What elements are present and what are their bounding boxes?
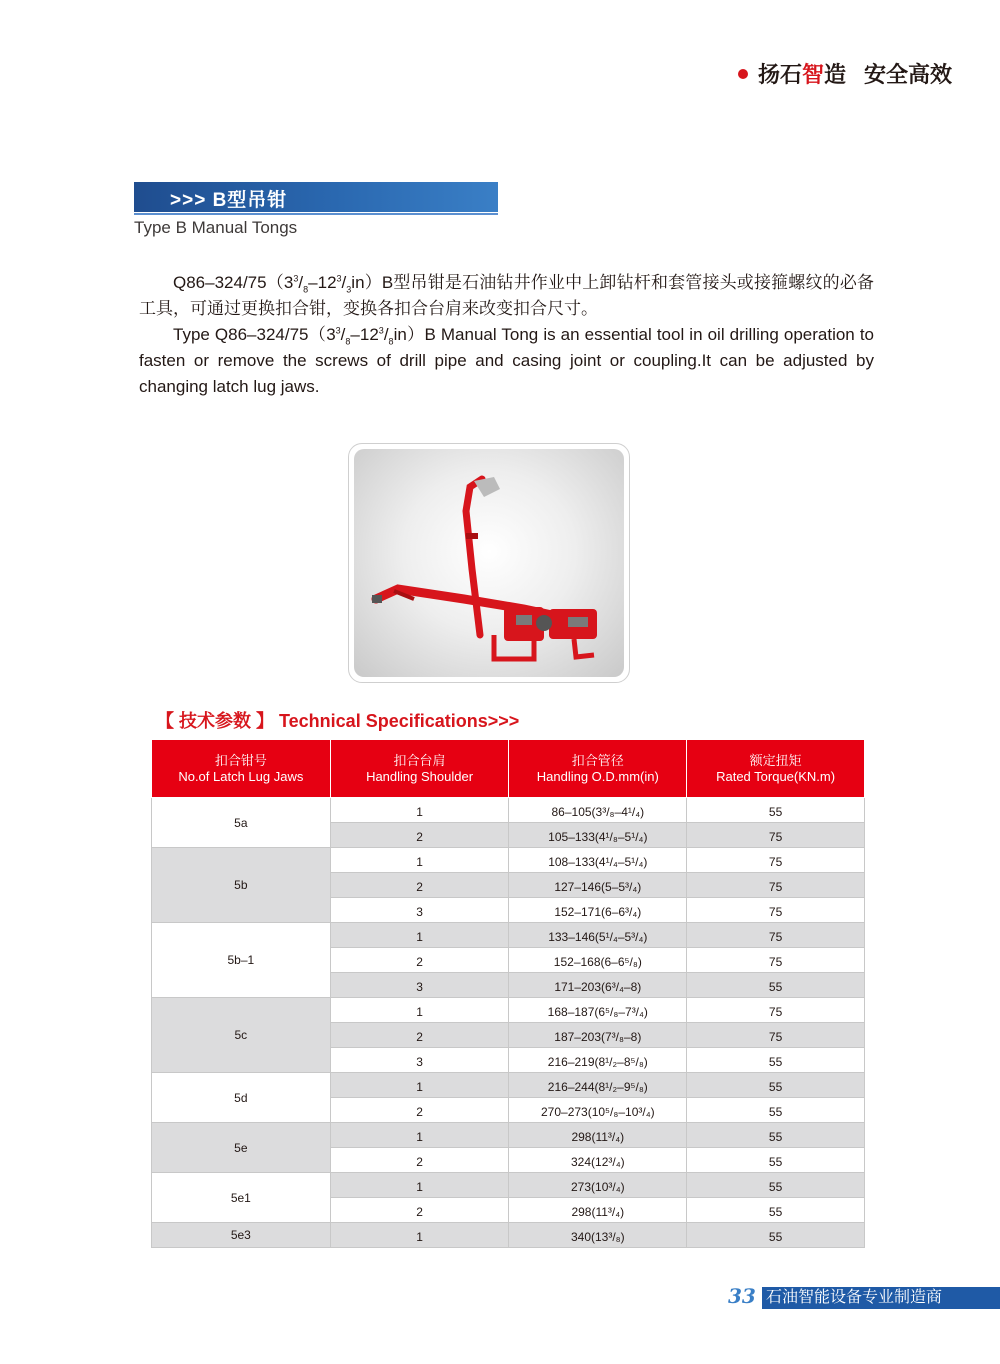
cell-shoulder: 1 bbox=[330, 848, 509, 873]
cell-torque: 75 bbox=[687, 998, 865, 1023]
cell-od: 340(13³/₈) bbox=[509, 1223, 687, 1248]
cell-od: 270–273(10⁵/₈–10³/₄) bbox=[509, 1098, 687, 1123]
cell-jaw-number: 5a bbox=[152, 798, 331, 848]
cell-shoulder: 1 bbox=[330, 1173, 509, 1198]
bullet-dot-icon bbox=[738, 69, 748, 79]
header-jaws: 扣合钳号 No.of Latch Lug Jaws bbox=[152, 740, 331, 798]
cell-shoulder: 2 bbox=[330, 1023, 509, 1048]
cell-torque: 55 bbox=[687, 1048, 865, 1073]
table-row bbox=[152, 848, 865, 873]
slogan-part2: 造 bbox=[823, 62, 846, 87]
cell-od: 168–187(6⁵/₈–7³/₄) bbox=[509, 998, 687, 1023]
cell-od: 127–146(5–5³/₄) bbox=[509, 873, 687, 898]
manual-tong-illustration bbox=[354, 449, 624, 677]
cell-od: 298(11³/₄) bbox=[509, 1198, 687, 1223]
cell-shoulder: 2 bbox=[330, 1098, 509, 1123]
header-slogan bbox=[738, 58, 952, 89]
product-photo bbox=[354, 449, 624, 677]
table-row bbox=[152, 923, 865, 948]
cell-od: 216–219(8¹/₂–8⁵/₈) bbox=[509, 1048, 687, 1073]
slogan-part3: 安全高效 bbox=[863, 62, 952, 87]
page-number: 33 bbox=[728, 1284, 756, 1308]
cell-od: 133–146(5¹/₄–5³/₄) bbox=[509, 923, 687, 948]
description-chinese: $Q86-324/75(3^3/_8-12^3/_3in)B$型吊钳是石油钻井作业中上卸钻杆和套管接头或接箍螺纹的必备工具，可通过更换扣合钳，变换各扣合台肩来改变扣合尺寸。 bbox=[139, 273, 874, 318]
cell-shoulder: 3 bbox=[330, 898, 509, 923]
cell-od: 105–133(4¹/₈–5¹/₄) bbox=[509, 823, 687, 848]
cell-shoulder: 2 bbox=[330, 1198, 509, 1223]
cell-torque: 55 bbox=[687, 1123, 865, 1148]
cell-shoulder: 1 bbox=[330, 1073, 509, 1098]
cell-torque: 75 bbox=[687, 898, 865, 923]
cell-shoulder: 3 bbox=[330, 1048, 509, 1073]
cell-torque: 55 bbox=[687, 1173, 865, 1198]
cell-torque: 75 bbox=[687, 948, 865, 973]
cell-torque: 55 bbox=[687, 1148, 865, 1173]
table-row bbox=[152, 1073, 865, 1098]
header-od: 扣合管径 Handling O.D.mm(in) bbox=[509, 740, 687, 798]
cell-od: 273(10³/₄) bbox=[509, 1173, 687, 1198]
table-row bbox=[152, 1123, 865, 1148]
section-title: >>> B型吊钳 bbox=[170, 190, 288, 211]
cell-jaw-number: 5b bbox=[152, 848, 331, 923]
cell-torque: 55 bbox=[687, 973, 865, 998]
cell-shoulder: 1 bbox=[330, 923, 509, 948]
cell-jaw-number: 5e1 bbox=[152, 1173, 331, 1223]
table-row bbox=[152, 1173, 865, 1198]
footer-tagline: 石油智能设备专业制造商 bbox=[762, 1287, 1000, 1309]
cell-torque: 75 bbox=[687, 1023, 865, 1048]
cell-torque: 55 bbox=[687, 1098, 865, 1123]
cell-od: 187–203(7³/₈–8) bbox=[509, 1023, 687, 1048]
header-torque: 额定扭矩 Rated Torque(KN.m) bbox=[687, 740, 865, 798]
spec-table bbox=[151, 739, 865, 1248]
cell-torque: 55 bbox=[687, 1223, 865, 1248]
slogan-red-char: 智 bbox=[801, 62, 824, 87]
cell-od: 216–244(8¹/₂–9⁵/₈) bbox=[509, 1073, 687, 1098]
cell-shoulder: 1 bbox=[330, 798, 509, 823]
cell-od: 152–171(6–6³/₄) bbox=[509, 898, 687, 923]
cell-shoulder: 2 bbox=[330, 823, 509, 848]
header-shoulder: 扣合台肩 Handling Shoulder bbox=[330, 740, 509, 798]
cell-torque: 55 bbox=[687, 1073, 865, 1098]
cell-jaw-number: 5e bbox=[152, 1123, 331, 1173]
table-row bbox=[152, 1223, 865, 1248]
cell-shoulder: 2 bbox=[330, 1148, 509, 1173]
cell-shoulder: 1 bbox=[330, 998, 509, 1023]
spec-header-row bbox=[152, 740, 865, 798]
product-photo-frame bbox=[348, 443, 630, 683]
cell-jaw-number: 5b–1 bbox=[152, 923, 331, 998]
cell-od: 86–105(3³/₈–4¹/₄) bbox=[509, 798, 687, 823]
description-english: Type $Q86-324/75(3^3/_8-12^3/_8in)B$ Manual Tong is an essential tool in oil drilling operation to fasten or remove the screws of drill pipe and casing joint or coupling.It can be adjusted by changing latch lug jaws. bbox=[139, 325, 874, 396]
cell-od: 324(12³/₄) bbox=[509, 1148, 687, 1173]
cell-torque: 55 bbox=[687, 798, 865, 823]
cell-shoulder: 1 bbox=[330, 1223, 509, 1248]
section-title-bar bbox=[134, 182, 498, 212]
table-row bbox=[152, 798, 865, 823]
cell-od: 152–168(6–6⁵/₈) bbox=[509, 948, 687, 973]
section-subtitle: Type B Manual Tongs bbox=[134, 218, 298, 237]
section-divider bbox=[134, 213, 498, 215]
table-row bbox=[152, 998, 865, 1023]
cell-torque: 75 bbox=[687, 848, 865, 873]
cell-jaw-number: 5e3 bbox=[152, 1223, 331, 1248]
cell-torque: 75 bbox=[687, 923, 865, 948]
slogan-part1: 扬石 bbox=[757, 62, 802, 87]
cell-torque: 55 bbox=[687, 1198, 865, 1223]
cell-torque: 75 bbox=[687, 873, 865, 898]
cell-shoulder: 2 bbox=[330, 873, 509, 898]
spec-title: 【 技术参数 】 Technical Specifications>>> bbox=[156, 711, 520, 731]
cell-shoulder: 1 bbox=[330, 1123, 509, 1148]
cell-jaw-number: 5d bbox=[152, 1073, 331, 1123]
cell-shoulder: 2 bbox=[330, 948, 509, 973]
cell-od: 298(11³/₄) bbox=[509, 1123, 687, 1148]
cell-od: 171–203(6³/₄–8) bbox=[509, 973, 687, 998]
cell-jaw-number: 5c bbox=[152, 998, 331, 1073]
cell-shoulder: 3 bbox=[330, 973, 509, 998]
cell-od: 108–133(4¹/₄–5¹/₄) bbox=[509, 848, 687, 873]
cell-torque: 75 bbox=[687, 823, 865, 848]
